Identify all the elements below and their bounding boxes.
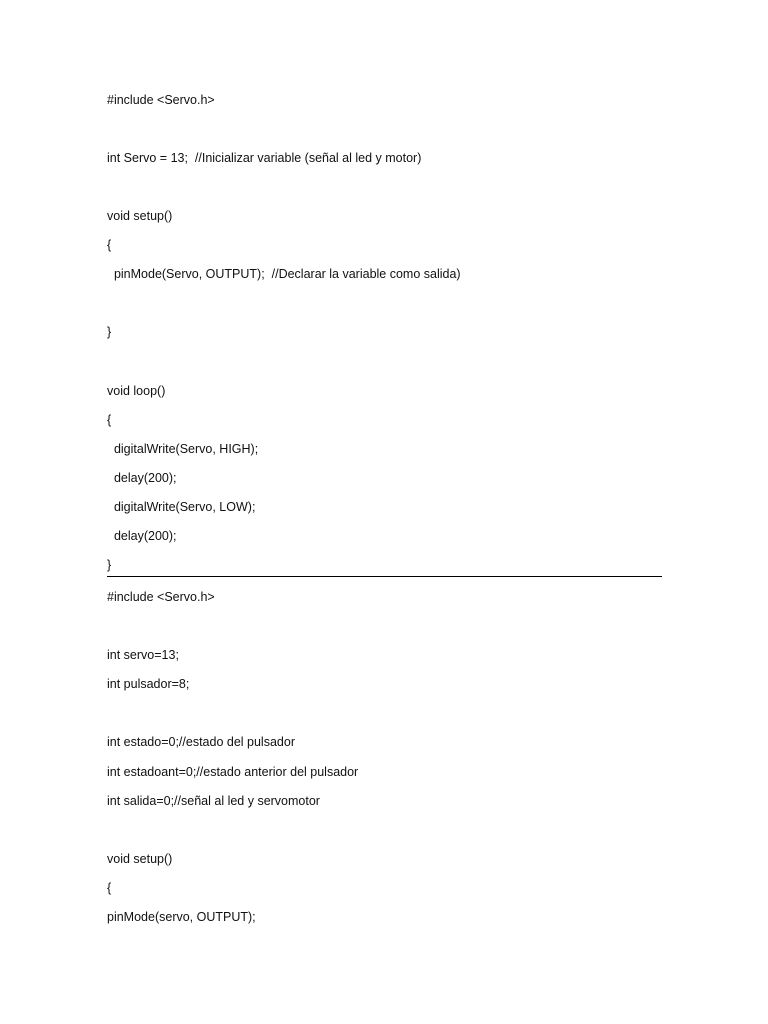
code-line: pinMode(servo, OUTPUT); bbox=[107, 910, 256, 924]
code-line: int servo=13; bbox=[107, 648, 179, 662]
code-line: void loop() bbox=[107, 384, 166, 398]
code-line: { bbox=[107, 881, 112, 895]
code-line: #include <Servo.h> bbox=[107, 590, 215, 604]
code-line: int estado=0;//estado del pulsador bbox=[107, 735, 295, 749]
code-line: delay(200); bbox=[107, 471, 177, 485]
code-line: #include <Servo.h> bbox=[107, 93, 215, 107]
code-line: pinMode(Servo, OUTPUT); //Declarar la variable como salida) bbox=[107, 267, 461, 281]
code-line: int pulsador=8; bbox=[107, 677, 190, 691]
code-line: digitalWrite(Servo, LOW); bbox=[107, 500, 256, 514]
code-line: void setup() bbox=[107, 852, 173, 866]
code-line: void setup() bbox=[107, 209, 173, 223]
code-line: } bbox=[107, 325, 112, 339]
code-line: { bbox=[107, 413, 112, 427]
code-line: int Servo = 13; //Inicializar variable (señal al led y motor) bbox=[107, 151, 422, 165]
code-line: digitalWrite(Servo, HIGH); bbox=[107, 442, 259, 456]
code-line: { bbox=[107, 238, 112, 252]
section-divider bbox=[107, 576, 662, 577]
code-line: int salida=0;//señal al led y servomotor bbox=[107, 794, 320, 808]
code-line: } bbox=[107, 558, 112, 572]
code-line: delay(200); bbox=[107, 529, 177, 543]
code-line: int estadoant=0;//estado anterior del pulsador bbox=[107, 765, 359, 779]
